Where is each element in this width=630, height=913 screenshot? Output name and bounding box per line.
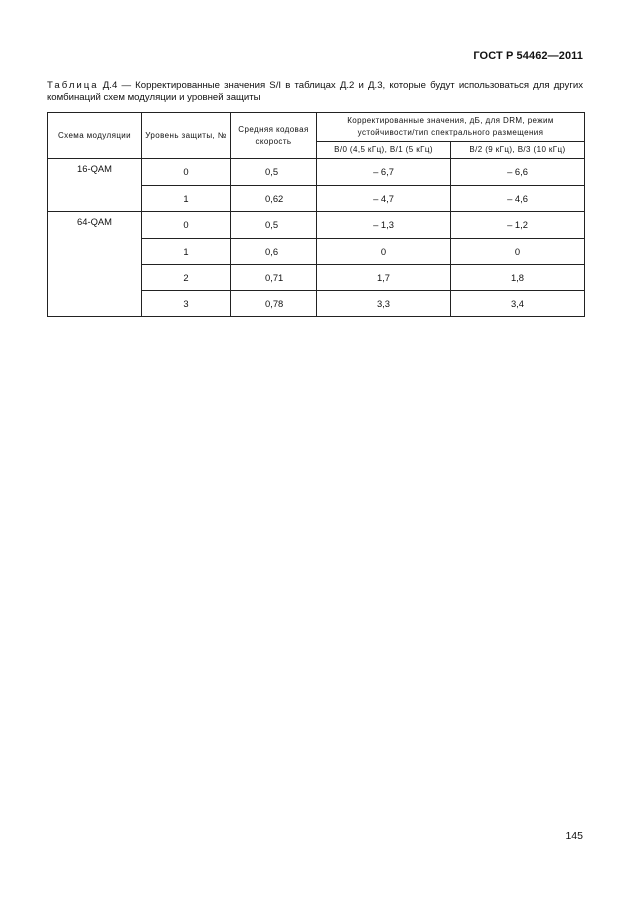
cell-level: 2 <box>142 264 231 290</box>
header-scheme: Схема модуляции <box>48 113 142 159</box>
cell-value-b0-b1: 0 <box>317 238 451 264</box>
cell-value-b0-b1: 1,7 <box>317 264 451 290</box>
cell-rate: 0,71 <box>231 264 317 290</box>
cell-rate: 0,5 <box>231 159 317 186</box>
table-row <box>48 159 585 186</box>
cell-value-b2-b3: 0 <box>451 238 585 264</box>
header-sub-b0-b1: B/0 (4,5 кГц), B/1 (5 кГц) <box>317 142 451 159</box>
cell-level: 0 <box>142 212 231 239</box>
cell-level: 1 <box>142 238 231 264</box>
cell-level: 0 <box>142 159 231 186</box>
cell-value-b0-b1: – 4,7 <box>317 185 451 212</box>
cell-value-b2-b3: 3,4 <box>451 290 585 317</box>
cell-scheme <box>48 290 142 317</box>
table-row <box>48 290 585 317</box>
table-row <box>48 264 585 290</box>
cell-scheme <box>48 264 142 290</box>
cell-scheme: 16-QAM <box>48 159 142 186</box>
cell-value-b2-b3: – 1,2 <box>451 212 585 239</box>
cell-rate: 0,5 <box>231 212 317 239</box>
table-row <box>48 185 585 212</box>
table-row <box>48 212 585 239</box>
table-caption <box>47 80 583 104</box>
header-corrected-values: Корректированные значения, дБ, для DRM, режим устойчивости/тип спектрального размещения <box>317 113 585 142</box>
cell-value-b2-b3: – 6,6 <box>451 159 585 186</box>
table-caption-number: Д.4 <box>102 80 118 91</box>
cell-rate: 0,6 <box>231 238 317 264</box>
cell-scheme <box>48 185 142 212</box>
cell-value-b0-b1: – 1,3 <box>317 212 451 239</box>
cell-value-b0-b1: – 6,7 <box>317 159 451 186</box>
cell-scheme <box>48 238 142 264</box>
table-row <box>48 238 585 264</box>
table-caption-text: — Корректированные значения S/I в таблицах Д.2 и Д.3, которые будут использоваться для других комбинаций схем модуляции и уровней защиты <box>47 80 583 103</box>
header-level: Уровень защиты, № <box>142 113 231 159</box>
cell-value-b2-b3: – 4,6 <box>451 185 585 212</box>
cell-level: 1 <box>142 185 231 212</box>
cell-level: 3 <box>142 290 231 317</box>
page-number: 145 <box>565 830 583 842</box>
correction-table <box>47 112 585 317</box>
cell-rate: 0,62 <box>231 185 317 212</box>
table-caption-label: Таблица <box>47 80 99 91</box>
cell-value-b0-b1: 3,3 <box>317 290 451 317</box>
document-standard-number: ГОСТ Р 54462—2011 <box>473 50 583 62</box>
cell-value-b2-b3: 1,8 <box>451 264 585 290</box>
header-rate: Средняя кодовая скорость <box>231 113 317 159</box>
cell-rate: 0,78 <box>231 290 317 317</box>
cell-scheme: 64-QAM <box>48 212 142 239</box>
header-sub-b2-b3: B/2 (9 кГц), B/3 (10 кГц) <box>451 142 585 159</box>
